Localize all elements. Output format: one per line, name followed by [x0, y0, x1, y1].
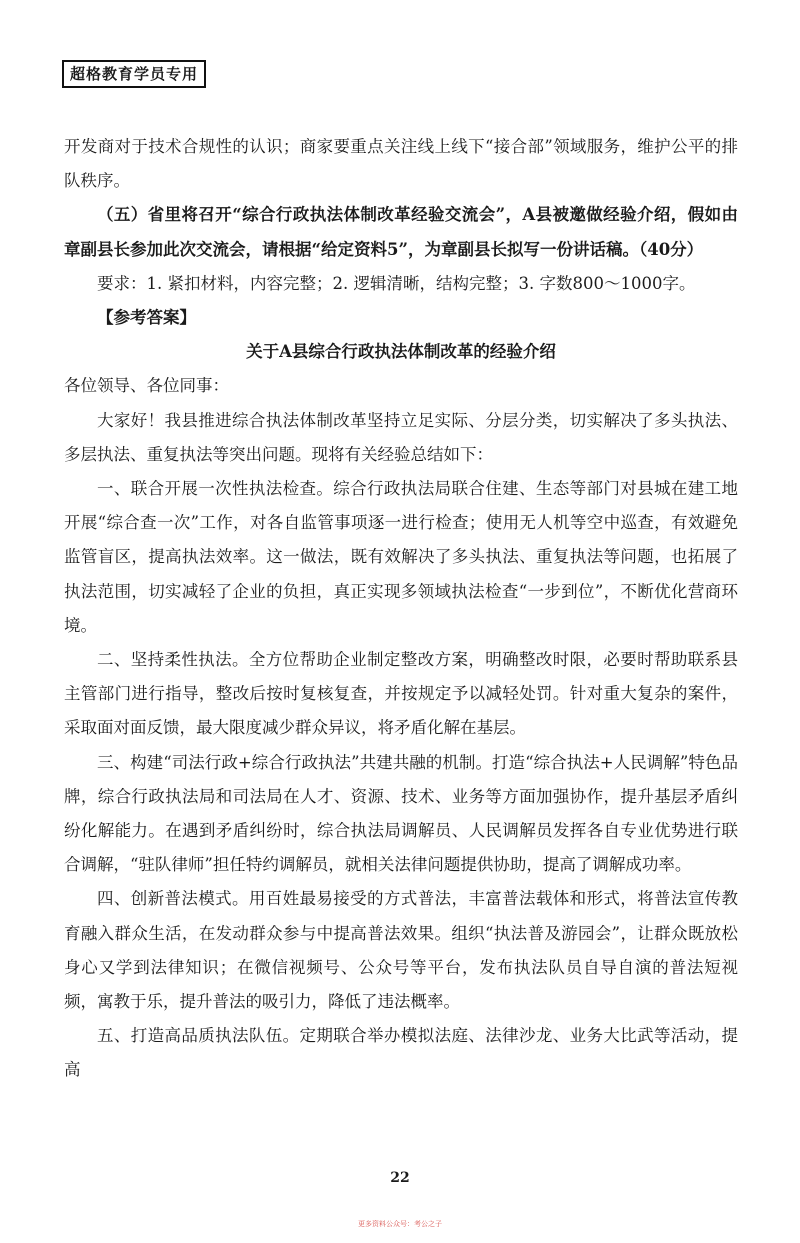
footer-note: 更多资料公众号：考公之子: [358, 1220, 442, 1228]
document-body: [64, 130, 738, 1088]
header-stamp: 超格教育学员专用: [62, 60, 206, 88]
question-five: （五）省里将召开“综合行政执法体制改革经验交流会”，A县被邀做经验介绍，假如由章副县长参加此次交流会，请根据“给定资料5”，为章副县长拟写一份讲话稿。（40分）: [64, 205, 738, 259]
page-number: 22: [390, 1170, 410, 1186]
speech-title: 关于A县综合行政执法体制改革的经验介绍: [246, 342, 556, 362]
point-one: 一、联合开展一次性执法检查。综合行政执法局联合住建、生态等部门对县城在建工地开展“综合查一次”工作，对各自监管事项逐一进行检查；使用无人机等空中巡查，有效避免监管盲区，提高执法效率。这一做法，既有效解决了多头执法、重复执法等问题，也拓展了执法范围，切实减轻了企业的负担，真正实现多领域执法检查“一步到位”，不断优化营商环境。: [64, 479, 738, 635]
point-three: 三、构建“司法行政+综合行政执法”共建共融的机制。打造“综合执法+人民调解”特色品牌，综合行政执法局和司法局在人才、资源、技术、业务等方面加强协作，提升基层矛盾纠纷化解能力。在遇到矛盾纠纷时，综合执法局调解员、人民调解员发挥各自专业优势进行联合调解，“驻队律师”担任特约调解员，就相关法律问题提供协助，提高了调解成功率。: [64, 752, 738, 875]
point-five: 五、打造高品质执法队伍。定期联合举办模拟法庭、法律沙龙、业务大比武等活动，提高: [64, 1026, 738, 1080]
point-two: 二、坚持柔性执法。全方位帮助企业制定整改方案，明确整改时限，必要时帮助联系县主管部门进行指导，整改后按时复核复查，并按规定予以减轻处罚。针对重大复杂的案件，采取面对面反馈，最大限度减少群众异议，将矛盾化解在基层。: [64, 650, 738, 738]
paragraph-continuation: 开发商对于技术合规性的认识；商家要重点关注线上线下“接合部”领域服务，维护公平的排队秩序。: [64, 137, 738, 191]
answer-label: 【参考答案】: [97, 308, 196, 328]
intro-paragraph: 大家好！我县推进综合执法体制改革坚持立足实际、分层分类，切实解决了多头执法、多层执法、重复执法等突出问题。现将有关经验总结如下：: [64, 410, 738, 464]
point-four: 四、创新普法模式。用百姓最易接受的方式普法，丰富普法载体和形式，将普法宣传教育融入群众生活，在发动群众参与中提高普法效果。组织“执法普及游园会”，让群众既放松身心又学到法律知识；在微信视频号、公众号等平台，发布执法队员自导自演的普法短视频，寓教于乐，提升普法的吸引力，降低了违法概率。: [64, 889, 738, 1012]
salutation: 各位领导、各位同事：: [64, 376, 229, 396]
requirements: 要求：1. 紧扣材料，内容完整；2. 逻辑清晰，结构完整；3. 字数800～1000字。: [97, 273, 696, 293]
